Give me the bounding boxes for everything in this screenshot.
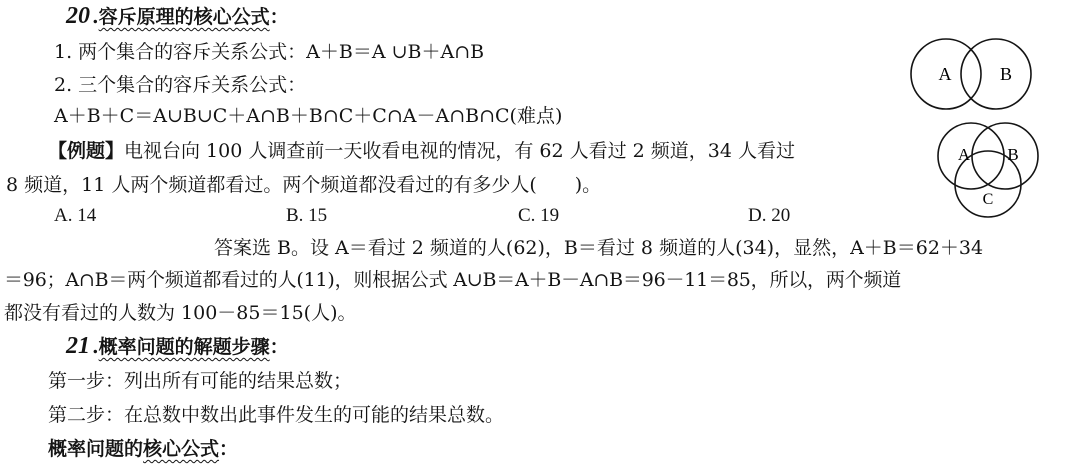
step-2: 第二步：在总数中数出此事件发生的可能的结果总数。	[48, 404, 505, 426]
answer-line-1: 答案选 B。设 A＝看过 2 频道的人(62)，B＝看过 8 频道的人(34)，显然，A＋B＝62＋34	[214, 237, 984, 259]
example-tag: 【例题】	[48, 140, 125, 162]
section-number: 20	[66, 3, 90, 29]
venn-diagram-three-sets	[924, 120, 1054, 220]
venn-label-a: A	[938, 64, 952, 84]
core-formula-heading: 概率问题的核心公式：	[48, 438, 239, 460]
section-20-heading: 20 .容斥原理的核心公式：	[66, 3, 289, 29]
option-d: D. 20	[748, 205, 791, 226]
venn-label-c: C	[982, 191, 994, 208]
section-number: 21	[66, 333, 90, 359]
venn-diagram-two-sets	[900, 36, 1060, 116]
venn-label-b: B	[999, 64, 1013, 84]
example-line-1: 【例题】电视台向 100 人调查前一天收看电视的情况，有 62 人看过 2 频道，34 人看过	[48, 140, 796, 162]
venn-label-a: A	[957, 145, 971, 164]
formula-three-sets-label: 2. 三个集合的容斥关系公式：	[54, 74, 307, 96]
answer-line-3: 都没有看过的人数为 100－85＝15(人)。	[4, 302, 357, 324]
option-c: C. 19	[518, 205, 560, 226]
step-1: 第一步：列出所有可能的结果总数；	[48, 370, 353, 392]
formula-three-sets: A＋B＋C＝A∪B∪C＋A∩B＋B∩C＋C∩A－A∩B∩C(难点)	[54, 105, 563, 127]
section-title: 概率问题的解题步骤	[98, 336, 270, 358]
answer-line-2: ＝96；A∩B＝两个频道都看过的人(11)，则根据公式 A∪B＝A＋B－A∩B＝96－11＝85，所以，两个频道	[4, 269, 902, 291]
venn-label-b: B	[1007, 145, 1019, 164]
option-b: B. 15	[286, 205, 328, 226]
venn-circle-b	[961, 39, 1031, 109]
section-21-heading: 21 .概率问题的解题步骤：	[66, 333, 289, 359]
example-line-2: 8 频道，11 人两个频道都看过。两个频道都没看过的有多少人( )。	[6, 174, 602, 196]
formula-two-sets: 1. 两个集合的容斥关系公式：A＋B＝A ∪B＋A∩B	[54, 41, 485, 63]
option-a: A. 14	[54, 205, 97, 226]
section-title: 容斥原理的核心公式	[98, 6, 270, 28]
